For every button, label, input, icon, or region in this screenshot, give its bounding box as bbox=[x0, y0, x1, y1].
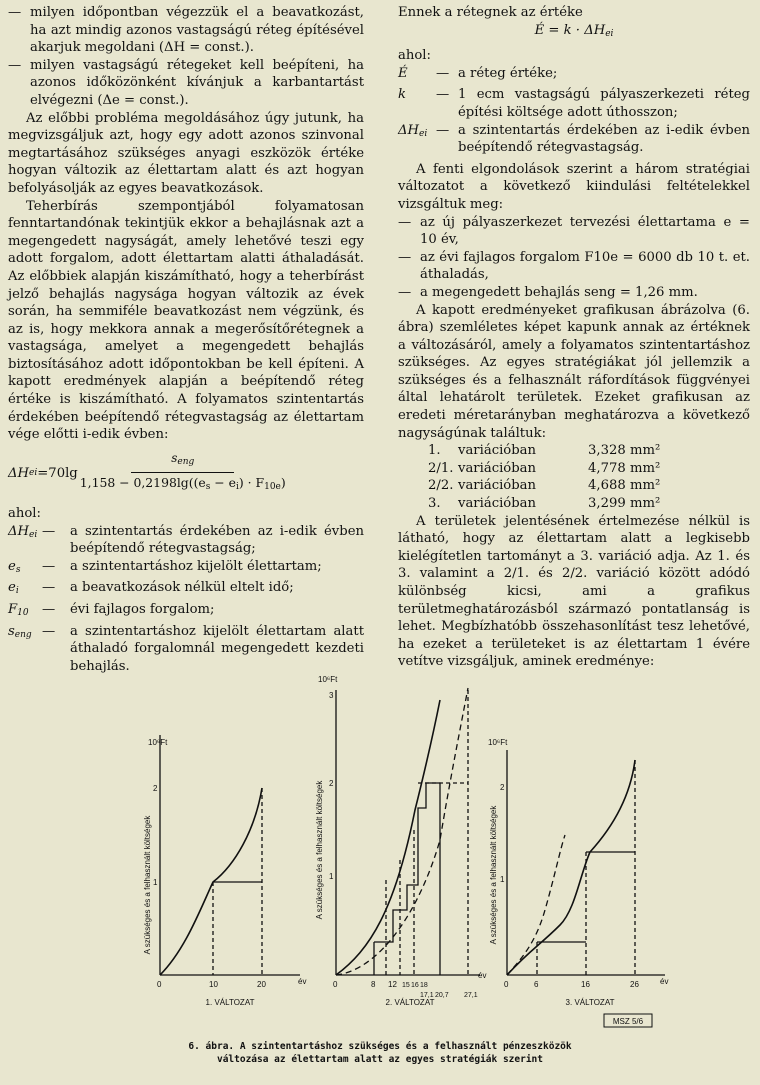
def-symbol-main: e bbox=[8, 558, 16, 574]
paragraph: A kapott eredményeket grafikusan ábrázolva (6. ábra) szemléletes képet kapunk annak az értéknek a változásáról, amely a folyamatos szintentartáshoz szükséges. Az egyes stratégiákat jól jellemzik a szükséges és a felhasznált ráfordítások függvényei által lehatárolt területek. Ezeket grafikusan az eredeti méretarányban meghatározva a következő nagyságúnak találtuk: bbox=[398, 302, 750, 441]
x-tick: 16 bbox=[411, 982, 419, 989]
condition-text: a megengedett behajlás seng = 1,26 mm. bbox=[420, 284, 698, 300]
paragraph: Teherbírás szempontjából folyamatosan fenntartandónak tekintjük ekkor a behajlásnak azt a megengedett nagyságát, amely lehetővé teszi egy adott forgalom, adott élettartam alatti áthaladását. Az előbbiek alapján kiszámítható, hogy a teherbírást jelző behajlás nagysága hogyan változik az évek során, ha semmiféle beavatkozást nem végzünk, és az is, hogy mekkora annak a megerősítőrétegnek a vastagsága, amelyet a megengedett behajlás biztosításához adott időpontokban be kell építeni. A kapott eredmények alapján a beépítendő réteg értéke is kiszámítható. A folyamatos szintentartás érdekében beépítendő rétegvastagság az élettartam vége előtti i-edik évben: bbox=[8, 198, 364, 443]
used-steps bbox=[374, 783, 440, 975]
def-dash: — bbox=[42, 580, 56, 596]
chart-3 bbox=[488, 738, 668, 1007]
formula-den-i: i bbox=[235, 482, 239, 493]
y-tick: 1 bbox=[500, 875, 505, 884]
unit-label: 10⁶Ft bbox=[318, 675, 338, 684]
variation-n: 3. bbox=[428, 496, 441, 512]
bullet-text: milyen időpontban végezzük el a beavatkozást, ha azt mindig azonos vastagságú réteg építésével akarjuk megoldani (ΔH = const.). bbox=[30, 5, 364, 56]
variation-value: 3,299 mm² bbox=[588, 496, 661, 512]
ahol-label: ahol: bbox=[8, 506, 41, 522]
def-symbol-main: e bbox=[8, 580, 16, 596]
def-dash: — bbox=[42, 602, 56, 617]
chart-1 bbox=[143, 735, 306, 1007]
y-tick: 3 bbox=[329, 691, 334, 700]
formula-value bbox=[398, 22, 750, 44]
bullet-text: milyen vastagságú rétegeket kell beépíteni, ha azonos időközönként kívánjuk a karbantartást elvégezni (Δe = const.). bbox=[30, 57, 364, 108]
unit-label: 10⁶Ft bbox=[148, 738, 168, 747]
def-text: a réteg értéke; bbox=[458, 65, 558, 81]
caption-line: 6. ábra. A szintentartáshoz szükséges és a felhasznált pénzeszközök bbox=[188, 1041, 572, 1052]
formula-num: s bbox=[171, 450, 178, 465]
variation-table bbox=[398, 442, 750, 512]
x-unit: év bbox=[660, 977, 669, 986]
condition-item: — az évi fajlagos forgalom F10e = 6000 db 10 t. et. áthaladás, bbox=[398, 249, 750, 283]
variation-label: variációban bbox=[458, 496, 537, 512]
dashed-guide bbox=[386, 690, 468, 975]
chart-title: 2. VÁLTOZAT bbox=[385, 998, 435, 1007]
y-axis-label: A szükséges és a felhasznált költségek bbox=[489, 805, 498, 945]
y-axis-label: A szükséges és a felhasznált költségek bbox=[143, 815, 152, 955]
chart-title: 3. VÁLTOZAT bbox=[565, 998, 615, 1007]
formula-den-f: 10e bbox=[264, 482, 281, 493]
dashed-curve bbox=[336, 688, 468, 975]
x-tick: 18 bbox=[420, 982, 428, 989]
paragraph: A fenti elgondolások szerint a három stratégiai változatot a következő kiindulási feltételekkel vizsgáltuk meg: bbox=[398, 161, 750, 212]
x-unit: év bbox=[478, 971, 487, 980]
required-curve bbox=[507, 760, 635, 975]
x-tick: 0 bbox=[504, 980, 509, 989]
def-symbol bbox=[398, 65, 436, 87]
left-column bbox=[8, 4, 364, 675]
variation-label: variációban bbox=[458, 478, 537, 494]
dashed-curve bbox=[507, 835, 565, 975]
formula-fraction bbox=[80, 450, 286, 497]
def-dash: — bbox=[436, 122, 450, 138]
def-text: évi fajlagos forgalom; bbox=[70, 602, 215, 617]
variation-label: variációban bbox=[458, 443, 537, 459]
formula-delta-h bbox=[8, 450, 364, 497]
condition-text: az új pályaszerkezet tervezési élettartama e = 10 év, bbox=[420, 214, 750, 248]
condition-item: — a megengedett behajlás seng = 1,26 mm. bbox=[398, 284, 750, 302]
dashed-guide bbox=[537, 760, 635, 975]
x-tick: 0 bbox=[157, 980, 162, 989]
def-symbol-sub: eng bbox=[14, 629, 32, 640]
def-dash: — bbox=[42, 558, 56, 574]
x-tick: 6 bbox=[534, 980, 539, 989]
ahol-label: ahol: bbox=[398, 48, 431, 64]
y-tick: 2 bbox=[329, 779, 334, 788]
variation-value: 3,328 mm² bbox=[588, 443, 661, 459]
variation-n: 2/2. bbox=[428, 478, 454, 494]
chart-2 bbox=[315, 675, 486, 1007]
formula-num-sub: eng bbox=[177, 456, 195, 467]
unit-label: 10⁶Ft bbox=[488, 738, 508, 747]
def-symbol bbox=[8, 579, 42, 601]
def-symbol-main: s bbox=[8, 623, 15, 639]
def-text: a szintentartás érdekében az i-edik évben beépítendő rétegvastagság. bbox=[458, 122, 750, 156]
chart-title: 1. VÁLTOZAT bbox=[205, 998, 255, 1007]
variation-value: 4,688 mm² bbox=[588, 478, 661, 494]
paragraph: Ennek a rétegnek az értéke bbox=[398, 5, 583, 20]
def-symbol-sub: 10 bbox=[17, 608, 29, 618]
x-tick: 20,7 bbox=[435, 992, 449, 999]
x-tick: 0 bbox=[333, 980, 338, 989]
def-symbol-sub: i bbox=[15, 586, 19, 597]
stamp-label: MSZ 5/6 bbox=[612, 1017, 644, 1026]
bullet-item: — milyen időpontban végezzük el a beavatkozást, ha azt mindig azonos vastagságú réteg építésével akarjuk megoldani (ΔH = const.). bbox=[8, 5, 364, 56]
x-tick: 27,1 bbox=[464, 992, 478, 999]
def-symbol-sub: ei bbox=[419, 128, 428, 139]
def-symbol-main: F bbox=[8, 602, 18, 617]
right-column bbox=[398, 4, 750, 671]
paragraph: Az előbbi probléma megoldásához úgy jutunk, ha megvizsgáljuk azt, hogy egy adott azonos szinvonal megtartásához szükséges anyagi eszközök értéke hogyan változik az élettartam alatt és azt hogyan befolyásolják az egyes beavatkozások. bbox=[8, 110, 364, 196]
def-text: a beavatkozások nélkül eltelt idő; bbox=[70, 580, 294, 596]
def-symbol-main: ΔH bbox=[398, 122, 420, 138]
x-tick: 20 bbox=[257, 980, 266, 989]
def-dash: — bbox=[436, 87, 450, 103]
def-symbol-main: k bbox=[398, 87, 406, 103]
x-tick: 10 bbox=[209, 980, 218, 989]
y-tick: 2 bbox=[153, 784, 158, 793]
x-tick: 26 bbox=[630, 980, 639, 989]
variation-n: 1. bbox=[428, 443, 441, 459]
required-curve bbox=[336, 700, 440, 975]
x-tick: 16 bbox=[581, 980, 590, 989]
def-symbol bbox=[8, 523, 42, 558]
def-text: a szintentartáshoz kijelölt élettartam alatt áthaladó forgalomnál megengedett kezdeti behajlás. bbox=[70, 623, 364, 674]
formula-den-s: s bbox=[205, 482, 211, 493]
variation-label: variációban bbox=[458, 460, 537, 476]
definition-list bbox=[8, 523, 364, 676]
formula-den3: ) · F bbox=[238, 475, 265, 491]
condition-item: — az új pályaszerkezet tervezési élettartama e = 10 év, bbox=[398, 214, 750, 248]
formula-sub: ei bbox=[605, 28, 614, 39]
def-symbol-main: É bbox=[398, 65, 408, 81]
variation-value: 4,778 mm² bbox=[588, 460, 661, 476]
y-tick: 1 bbox=[153, 878, 158, 887]
formula-den: 1,158 − 0,2198lg((e bbox=[79, 475, 206, 491]
x-unit: év bbox=[298, 977, 307, 986]
x-tick: 17,1 bbox=[420, 992, 434, 999]
formula-den4: ) bbox=[280, 475, 286, 491]
def-symbol bbox=[398, 122, 436, 157]
formula-lhs: ΔH bbox=[8, 465, 30, 481]
formula-den2: − e bbox=[210, 475, 236, 491]
def-symbol bbox=[8, 558, 42, 580]
figure-6 bbox=[0, 660, 760, 1085]
formula-mid: =70lg bbox=[37, 465, 78, 481]
formula-text: É = k · ΔH bbox=[534, 22, 606, 38]
formula-lhs-sub: ei bbox=[29, 467, 38, 478]
def-dash: — bbox=[42, 623, 56, 639]
def-symbol bbox=[8, 601, 42, 623]
x-tick: 12 bbox=[388, 980, 397, 989]
y-tick: 2 bbox=[500, 783, 505, 792]
def-symbol-sub: ei bbox=[29, 529, 38, 540]
figure-caption bbox=[120, 1040, 640, 1066]
def-text: 1 ecm vastagságú pályaszerkezeti réteg építési költsége adott úthosszon; bbox=[458, 87, 750, 120]
def-dash: — bbox=[42, 523, 56, 539]
x-tick: 8 bbox=[371, 980, 376, 989]
def-symbol bbox=[398, 86, 436, 121]
def-text: a szintentartáshoz kijelölt élettartam; bbox=[70, 558, 322, 574]
def-symbol-main: ΔH bbox=[8, 523, 30, 539]
bullet-item: — milyen vastagságú rétegeket kell beépíteni, ha azonos időközönként kívánjuk a karbantartást elvégezni (Δe = const.). bbox=[8, 57, 364, 108]
y-axis-label: A szükséges és a felhasznált költségek bbox=[315, 780, 324, 920]
y-tick: 1 bbox=[329, 872, 334, 881]
paragraph: A területek jelentésének értelmezése nélkül is látható, hogy az élettartam alatt a legkisebb kielégítetlen tartományt a 3. variáció adja. Az 1. és 3. valamint a 2/1. és 2/2. variáció között adódó különbség kicsi, ami a grafikus területmeghatározásból származó pontatlanság is lehet. Megbízhatóbb összehasonlítást tesz lehetővé, ha ezeket a területeket is az élettartam 1 évére vetítve vizsgáljuk, aminek eredménye: bbox=[398, 513, 750, 670]
condition-text: az évi fajlagos forgalom F10e = 6000 db 10 t. et. áthaladás, bbox=[420, 249, 750, 283]
def-dash: — bbox=[436, 65, 450, 81]
caption-line: változása az élettartam alatt az egyes stratégiák szerint bbox=[216, 1054, 543, 1065]
definition-list bbox=[398, 65, 750, 157]
def-text: a szintentartás érdekében az i-edik évben beépítendő rétegvastagság; bbox=[70, 523, 364, 557]
def-symbol-sub: s bbox=[15, 564, 21, 575]
variation-n: 2/1. bbox=[428, 460, 454, 476]
x-tick: 15 bbox=[402, 982, 410, 989]
